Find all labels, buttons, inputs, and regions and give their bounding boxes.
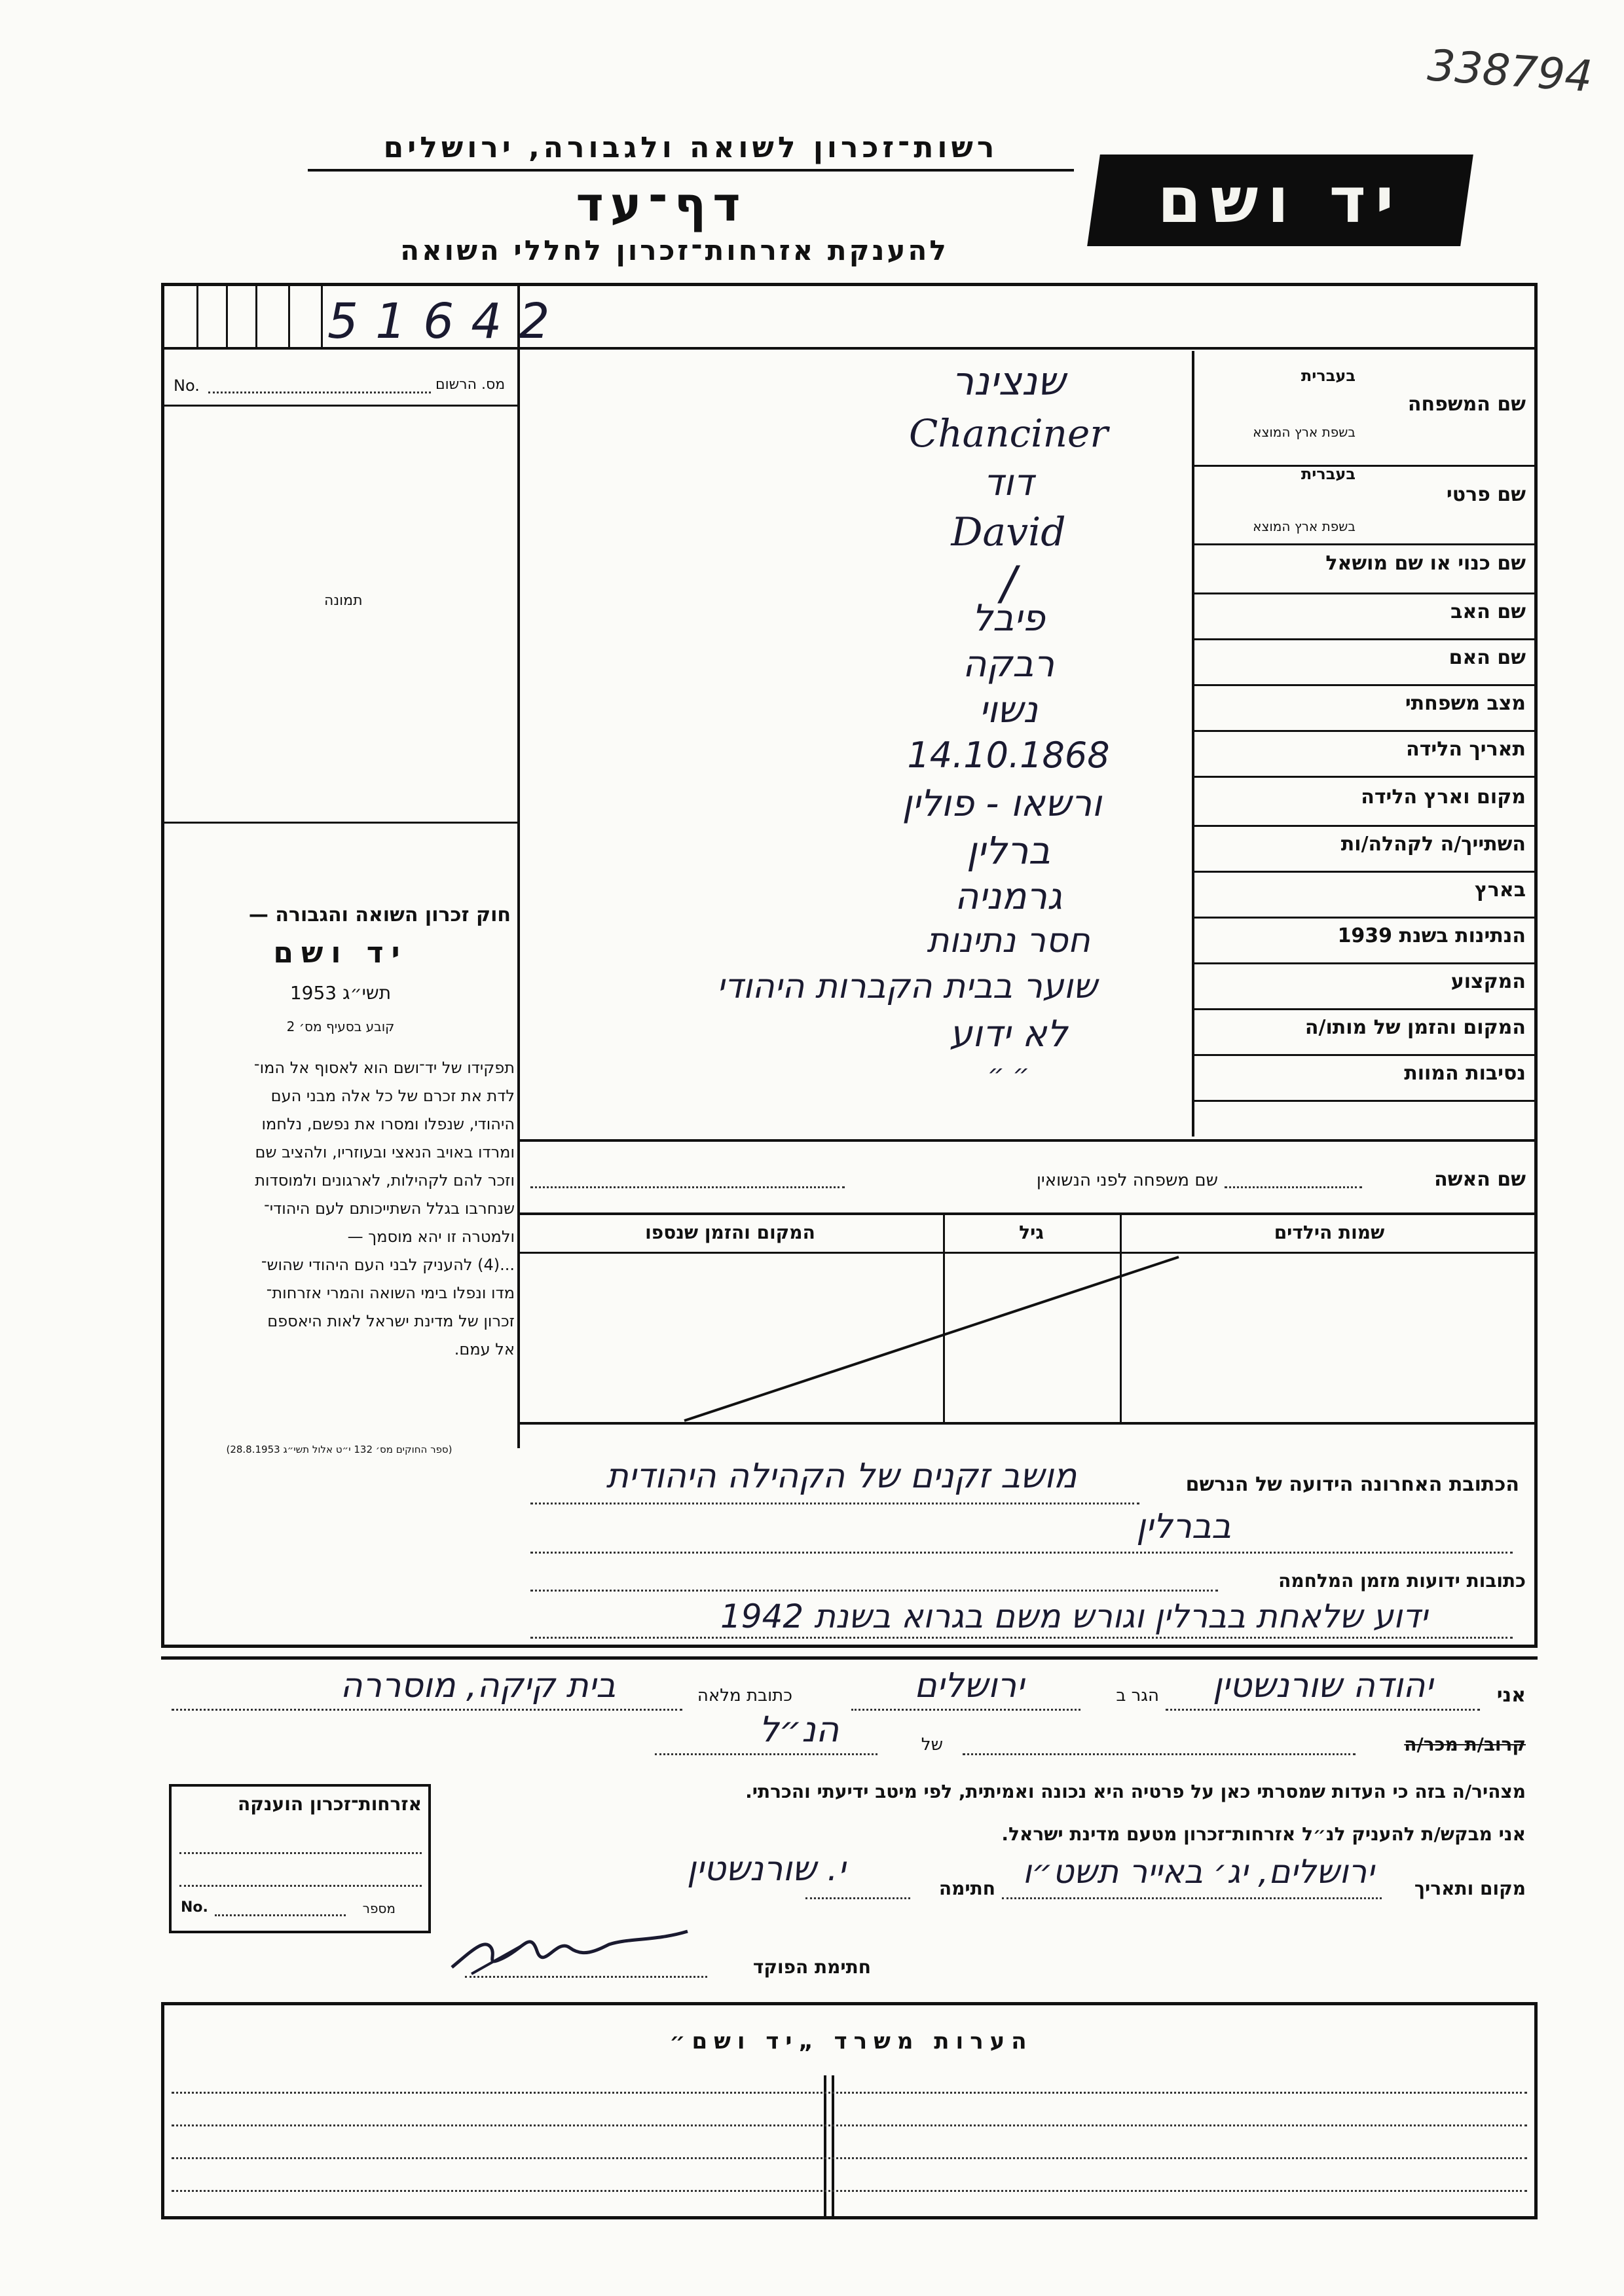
form-subtitle: להענקת אזרחות־זכרון לחללי השואה xyxy=(400,234,949,266)
firstname-label: שם פרטי xyxy=(1446,483,1526,506)
relation-label: קרוב/ת מכר/ה xyxy=(1404,1734,1526,1755)
law-clause: קובע בסעיף מס׳ 2 xyxy=(286,1019,395,1034)
surname-origin-sub: בשפת ארץ המוצא xyxy=(1253,424,1356,440)
declarant-city: ירושלים xyxy=(914,1666,1024,1705)
firstname-origin-sub: בשפת ארץ המוצא xyxy=(1253,519,1356,534)
law-title: חוק זכרון השואה והגבורה — xyxy=(248,903,511,926)
declarant-address: בית קיקה, מוסררה xyxy=(340,1666,616,1705)
last-address-value-1: מושב זקנים של הקהילה היהודית xyxy=(606,1457,1077,1496)
registration-number: 51642 xyxy=(327,293,567,350)
citizenship-label: הנתינות בשנת 1939 xyxy=(1337,924,1526,947)
marital-status-label: מצב משפחתי xyxy=(1405,692,1526,715)
law-yadvashem: יד ושם xyxy=(273,936,408,970)
citizenship-box xyxy=(169,1784,431,1933)
children-strike-line xyxy=(681,1244,1185,1427)
surname-value: שנצינר xyxy=(951,359,1065,405)
yad-vashem-logo: יד ושם xyxy=(1087,155,1473,246)
nickname-label: שם כנוי או שם מושאל xyxy=(1325,552,1526,575)
profession-value: שוער בבית הקברות היהודי xyxy=(716,967,1098,1006)
reg-label: מס. הרשום xyxy=(435,376,506,393)
notes-title: הערות משרד „יד ושם״ xyxy=(669,2028,1033,2054)
wartime-address-value: ידוע שלאחת בברלין וגורש משם בגרוא בשנת 1942 xyxy=(720,1597,1428,1635)
photo-label: תמונה xyxy=(324,592,363,609)
relation-value: הנ״ל xyxy=(758,1709,840,1750)
nickname-value: / xyxy=(1001,556,1016,610)
declarant-name: יהודה שורנשטין xyxy=(1212,1666,1433,1705)
father-name-label: שם האב xyxy=(1450,600,1526,623)
of-label: של xyxy=(921,1735,943,1755)
children-death-header: המקום והזמן שנספו xyxy=(645,1222,815,1243)
community-label: השתייך/ה לקהלה/ות xyxy=(1340,833,1526,856)
community-value: ברלין xyxy=(966,828,1050,873)
death-place-label: המקום והזמן של מותו/ה xyxy=(1304,1016,1526,1039)
form-title: דף־עד xyxy=(576,177,747,232)
citizenship-box-title: אזרחות־זכרון הוענקה xyxy=(238,1793,422,1815)
marital-status-value: נשוי xyxy=(979,689,1038,731)
mother-name-label: שם האם xyxy=(1449,646,1526,669)
no-label: No. xyxy=(174,376,200,395)
officer-signature-label: חתימת הפוקד xyxy=(752,1956,871,1978)
authority-underline xyxy=(308,169,1074,172)
children-age-header: גיל xyxy=(1019,1222,1044,1243)
birth-place-label: מקום וארץ הלידה xyxy=(1361,786,1526,809)
death-circumstances-label: נסיבות המוות xyxy=(1404,1062,1526,1085)
citizenship-value: חסר נתינות xyxy=(927,921,1090,960)
ani-label: אני xyxy=(1496,1684,1526,1707)
archive-number: 338794 xyxy=(1426,40,1595,102)
officer-signature xyxy=(445,1912,694,1984)
firstname-latin-value: David xyxy=(951,509,1066,555)
signature-label: חתימה xyxy=(938,1878,995,1899)
section-divider xyxy=(161,1656,1538,1660)
profession-label: המקצוע xyxy=(1450,970,1526,993)
citizenship-no-label: No. xyxy=(181,1899,208,1916)
wartime-address-label: כתובות ידועות מזמן המלחמה xyxy=(1278,1570,1526,1592)
resides-label: הגר ב xyxy=(1116,1686,1159,1705)
firstname-value: דוד xyxy=(983,462,1034,504)
surname-latin-value: Chanciner xyxy=(908,411,1109,456)
father-name-value: פיבל xyxy=(972,597,1045,640)
children-names-header: שמות הילדים xyxy=(1274,1222,1385,1243)
last-address-value-2: בברלין xyxy=(1136,1507,1231,1546)
country-label: בארץ xyxy=(1474,879,1526,902)
death-circumstances-value: ״ ״ xyxy=(987,1059,1030,1089)
mother-name-value: רבקה xyxy=(962,643,1055,685)
declarant-signature: י. שורנשטין xyxy=(686,1850,846,1889)
birth-date-value: 14.10.1868 xyxy=(907,735,1110,776)
country-value: גרמניה xyxy=(954,875,1063,918)
statement-line-1: מצהיר/ה בזה כי העדות שמסרתי כאן על פרטיה היא נכונה ואמיתית, לפי מיטב ידיעתי והכרתי. xyxy=(745,1781,1526,1802)
surname-label: שם המשפחה xyxy=(1407,393,1526,416)
birth-place-value: ורשאו - פולין xyxy=(902,782,1102,825)
full-address-label: כתובת מלאה xyxy=(697,1686,792,1705)
citizenship-number-label: מספר xyxy=(362,1901,396,1916)
authority-name: רשות־זכרון לשואה ולגבורה, ירושלים xyxy=(383,131,999,164)
law-body: תפקידו של יד־ושם הוא לאסוף אל המו־ לדת את זכרם של כל אלה מבני העם היהודי, שנפלו ומסרו את נפשם, נלחמו ומרדו באויב הנאצי ובעוזריו, ולהציב שם וזכר להם לקהילות, לארגונים ולמוסדות שנחרבו בגלל השתייכותם לעם היהודי־ ולמטרה זו יהא מוסמך — ...(4) להעניק לבני העם היהודי שהוש־ מדו ונפלו בימי השואה והמרי אזרחות־ זכרון של מדינת ישראל לאות היאספם אל עמם. xyxy=(253,1059,515,1358)
statement-line-2: אני מבקש/ת להעניק לנ״ל אזרחות־זכרון מטעם מדינת ישראל. xyxy=(1001,1823,1526,1845)
wife-maiden-label: שם משפחה לפני הנשואין xyxy=(1036,1171,1218,1190)
place-date-label: מקום ותאריך xyxy=(1414,1878,1526,1899)
birth-date-label: תאריך הלידה xyxy=(1406,738,1526,761)
firstname-hebrew-sub: בעברית xyxy=(1301,465,1356,483)
death-place-value: לא ידוע xyxy=(949,1013,1068,1055)
wife-label: שם האשה xyxy=(1434,1168,1526,1191)
last-address-label: הכתובת האחרונה הידועה של הנרשם xyxy=(1185,1473,1519,1496)
law-year: תשי״ג 1953 xyxy=(289,982,392,1004)
place-date-value: ירושלים, יג׳ באייר תשט״ו xyxy=(1022,1853,1375,1891)
law-citation: (ספר החוקים מס׳ 132 י״ט אלול תשי״ג 28.8.1953) xyxy=(226,1444,452,1455)
surname-hebrew-sub: בעברית xyxy=(1301,367,1356,385)
